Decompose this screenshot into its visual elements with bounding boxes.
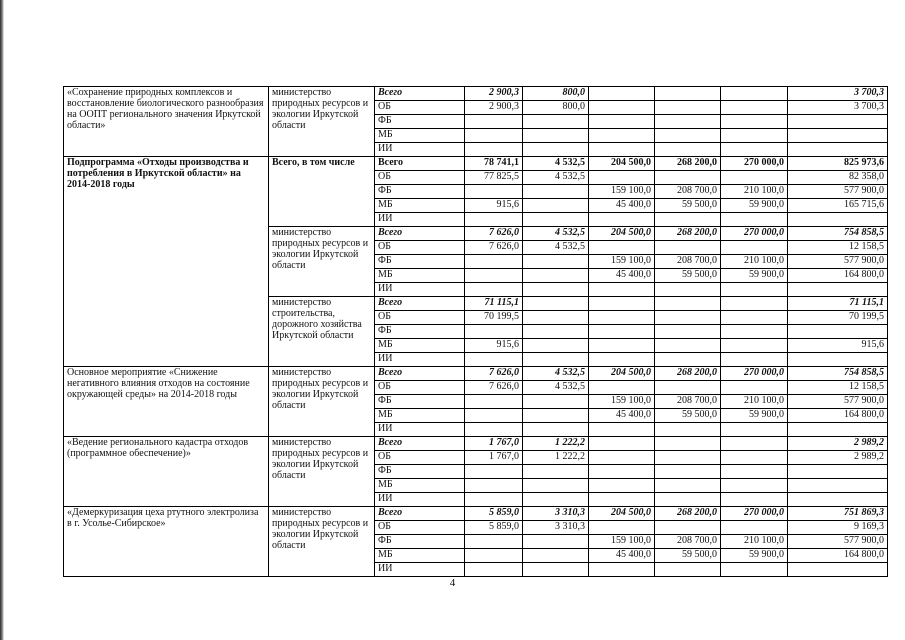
funding-source-cell: МБ xyxy=(375,409,465,423)
executor-cell: министерство строительства, дорожного хозяйства Иркутской области xyxy=(269,297,375,367)
funding-source-cell: ОБ xyxy=(375,521,465,535)
funding-source-cell: Всего xyxy=(375,87,465,101)
executor-cell: министерство природных ресурсов и экологии Иркутской области xyxy=(269,87,375,157)
year-value-cell xyxy=(589,311,655,325)
funding-source-cell: ФБ xyxy=(375,465,465,479)
year-value-cell xyxy=(721,563,788,577)
year-value-cell xyxy=(589,353,655,367)
funding-source-cell: МБ xyxy=(375,549,465,563)
year-value-cell: 7 626,0 xyxy=(465,227,523,241)
year-value-cell: 59 900,0 xyxy=(721,409,788,423)
total-value-cell xyxy=(788,283,888,297)
year-value-cell xyxy=(465,255,523,269)
total-value-cell: 915,6 xyxy=(788,339,888,353)
year-value-cell: 78 741,1 xyxy=(465,157,523,171)
year-value-cell xyxy=(465,325,523,339)
year-value-cell xyxy=(523,563,589,577)
year-value-cell: 59 500,0 xyxy=(655,549,721,563)
year-value-cell xyxy=(721,213,788,227)
year-value-cell: 5 859,0 xyxy=(465,521,523,535)
year-value-cell: 2 900,3 xyxy=(465,87,523,101)
year-value-cell: 210 100,0 xyxy=(721,185,788,199)
funding-source-cell: МБ xyxy=(375,479,465,493)
year-value-cell: 159 100,0 xyxy=(589,185,655,199)
total-value-cell: 577 900,0 xyxy=(788,185,888,199)
year-value-cell xyxy=(465,129,523,143)
total-value-cell xyxy=(788,423,888,437)
year-value-cell xyxy=(589,381,655,395)
year-value-cell xyxy=(465,549,523,563)
funding-source-cell: ОБ xyxy=(375,171,465,185)
year-value-cell xyxy=(523,549,589,563)
total-value-cell: 12 158,5 xyxy=(788,241,888,255)
year-value-cell xyxy=(465,115,523,129)
year-value-cell xyxy=(465,395,523,409)
table-row xyxy=(64,157,888,171)
total-value-cell: 165 715,6 xyxy=(788,199,888,213)
funding-source-cell: Всего xyxy=(375,507,465,521)
year-value-cell: 1 222,2 xyxy=(523,451,589,465)
year-value-cell: 7 626,0 xyxy=(465,241,523,255)
total-value-cell: 70 199,5 xyxy=(788,311,888,325)
year-value-cell: 5 859,0 xyxy=(465,507,523,521)
year-value-cell: 77 825,5 xyxy=(465,171,523,185)
year-value-cell xyxy=(523,115,589,129)
year-value-cell xyxy=(465,493,523,507)
total-value-cell: 82 358,0 xyxy=(788,171,888,185)
executor-cell: министерство природных ресурсов и экологии Иркутской области xyxy=(269,227,375,297)
total-value-cell: 164 800,0 xyxy=(788,549,888,563)
year-value-cell: 59 500,0 xyxy=(655,409,721,423)
year-value-cell: 915,6 xyxy=(465,339,523,353)
table-row xyxy=(64,367,888,381)
year-value-cell: 4 532,5 xyxy=(523,227,589,241)
year-value-cell: 4 532,5 xyxy=(523,157,589,171)
year-value-cell xyxy=(655,101,721,115)
year-value-cell: 204 500,0 xyxy=(589,367,655,381)
total-value-cell xyxy=(788,479,888,493)
year-value-cell: 159 100,0 xyxy=(589,395,655,409)
year-value-cell: 1 767,0 xyxy=(465,437,523,451)
year-value-cell: 3 310,3 xyxy=(523,507,589,521)
year-value-cell xyxy=(465,353,523,367)
year-value-cell xyxy=(655,171,721,185)
table-row xyxy=(64,507,888,521)
year-value-cell xyxy=(589,171,655,185)
year-value-cell xyxy=(589,129,655,143)
funding-source-cell: ИИ xyxy=(375,143,465,157)
total-value-cell xyxy=(788,213,888,227)
total-value-cell: 9 169,3 xyxy=(788,521,888,535)
funding-table-body xyxy=(64,87,888,577)
total-value-cell xyxy=(788,563,888,577)
year-value-cell xyxy=(721,325,788,339)
total-value-cell: 577 900,0 xyxy=(788,535,888,549)
event-name-cell: Подпрограмма «Отходы производства и потребления в Иркутской области» на 2014-2018 годы xyxy=(64,157,269,367)
year-value-cell xyxy=(589,451,655,465)
executor-cell: министерство природных ресурсов и экологии Иркутской области xyxy=(269,437,375,507)
year-value-cell xyxy=(589,521,655,535)
year-value-cell: 159 100,0 xyxy=(589,535,655,549)
year-value-cell xyxy=(523,479,589,493)
year-value-cell xyxy=(465,563,523,577)
year-value-cell xyxy=(465,213,523,227)
total-value-cell: 3 700,3 xyxy=(788,87,888,101)
year-value-cell xyxy=(523,409,589,423)
total-value-cell xyxy=(788,129,888,143)
year-value-cell xyxy=(721,311,788,325)
year-value-cell xyxy=(523,493,589,507)
year-value-cell xyxy=(655,213,721,227)
year-value-cell: 270 000,0 xyxy=(721,367,788,381)
year-value-cell xyxy=(721,143,788,157)
year-value-cell: 1 222,2 xyxy=(523,437,589,451)
year-value-cell: 204 500,0 xyxy=(589,157,655,171)
year-value-cell xyxy=(655,143,721,157)
year-value-cell xyxy=(523,269,589,283)
funding-table xyxy=(63,86,888,577)
year-value-cell: 268 200,0 xyxy=(655,507,721,521)
year-value-cell xyxy=(589,297,655,311)
year-value-cell xyxy=(523,213,589,227)
year-value-cell xyxy=(589,241,655,255)
year-value-cell xyxy=(721,353,788,367)
total-value-cell: 2 989,2 xyxy=(788,437,888,451)
year-value-cell xyxy=(721,493,788,507)
year-value-cell xyxy=(523,199,589,213)
year-value-cell: 800,0 xyxy=(523,87,589,101)
year-value-cell: 270 000,0 xyxy=(721,227,788,241)
year-value-cell xyxy=(721,87,788,101)
total-value-cell: 577 900,0 xyxy=(788,395,888,409)
year-value-cell xyxy=(655,129,721,143)
funding-source-cell: Всего xyxy=(375,297,465,311)
year-value-cell xyxy=(655,493,721,507)
year-value-cell xyxy=(589,493,655,507)
executor-cell: министерство природных ресурсов и экологии Иркутской области xyxy=(269,507,375,577)
year-value-cell xyxy=(655,241,721,255)
year-value-cell: 159 100,0 xyxy=(589,255,655,269)
year-value-cell xyxy=(523,395,589,409)
year-value-cell xyxy=(589,423,655,437)
year-value-cell: 7 626,0 xyxy=(465,367,523,381)
total-value-cell: 12 158,5 xyxy=(788,381,888,395)
year-value-cell xyxy=(655,87,721,101)
year-value-cell xyxy=(465,185,523,199)
funding-source-cell: ИИ xyxy=(375,353,465,367)
year-value-cell xyxy=(655,115,721,129)
year-value-cell xyxy=(721,423,788,437)
year-value-cell: 4 532,5 xyxy=(523,241,589,255)
year-value-cell xyxy=(465,465,523,479)
funding-source-cell: ОБ xyxy=(375,101,465,115)
year-value-cell: 204 500,0 xyxy=(589,227,655,241)
year-value-cell xyxy=(523,255,589,269)
funding-source-cell: ФБ xyxy=(375,325,465,339)
funding-source-cell: ФБ xyxy=(375,395,465,409)
funding-source-cell: МБ xyxy=(375,129,465,143)
year-value-cell xyxy=(465,143,523,157)
year-value-cell xyxy=(589,563,655,577)
total-value-cell: 825 973,6 xyxy=(788,157,888,171)
year-value-cell: 208 700,0 xyxy=(655,255,721,269)
year-value-cell xyxy=(465,423,523,437)
year-value-cell xyxy=(523,143,589,157)
year-value-cell xyxy=(721,339,788,353)
year-value-cell: 59 900,0 xyxy=(721,549,788,563)
year-value-cell: 270 000,0 xyxy=(721,157,788,171)
year-value-cell: 59 500,0 xyxy=(655,269,721,283)
total-value-cell: 71 115,1 xyxy=(788,297,888,311)
funding-source-cell: Всего xyxy=(375,227,465,241)
funding-source-cell: ФБ xyxy=(375,185,465,199)
year-value-cell: 59 500,0 xyxy=(655,199,721,213)
funding-source-cell: ОБ xyxy=(375,311,465,325)
year-value-cell xyxy=(655,283,721,297)
total-value-cell: 164 800,0 xyxy=(788,409,888,423)
year-value-cell xyxy=(523,283,589,297)
total-value-cell: 754 858,5 xyxy=(788,367,888,381)
year-value-cell xyxy=(721,451,788,465)
year-value-cell xyxy=(589,87,655,101)
total-value-cell xyxy=(788,465,888,479)
year-value-cell: 4 532,5 xyxy=(523,367,589,381)
year-value-cell xyxy=(465,269,523,283)
year-value-cell xyxy=(721,283,788,297)
year-value-cell xyxy=(721,171,788,185)
year-value-cell xyxy=(721,437,788,451)
event-name-cell: «Сохранение природных комплексов и восстановление биологического разнообразия на ООПТ регионального значения Иркутской области» xyxy=(64,87,269,157)
total-value-cell xyxy=(788,353,888,367)
funding-source-cell: Всего xyxy=(375,157,465,171)
year-value-cell: 45 400,0 xyxy=(589,409,655,423)
year-value-cell xyxy=(721,241,788,255)
year-value-cell: 268 200,0 xyxy=(655,367,721,381)
total-value-cell: 751 869,3 xyxy=(788,507,888,521)
year-value-cell xyxy=(589,479,655,493)
year-value-cell: 45 400,0 xyxy=(589,269,655,283)
year-value-cell xyxy=(523,185,589,199)
year-value-cell: 4 532,5 xyxy=(523,171,589,185)
funding-source-cell: ОБ xyxy=(375,241,465,255)
funding-source-cell: ИИ xyxy=(375,423,465,437)
year-value-cell xyxy=(589,465,655,479)
total-value-cell: 577 900,0 xyxy=(788,255,888,269)
year-value-cell xyxy=(465,535,523,549)
year-value-cell xyxy=(721,521,788,535)
year-value-cell xyxy=(589,115,655,129)
year-value-cell xyxy=(721,465,788,479)
funding-source-cell: ОБ xyxy=(375,451,465,465)
year-value-cell xyxy=(655,311,721,325)
year-value-cell xyxy=(589,143,655,157)
executor-cell: Всего, в том числе xyxy=(269,157,375,227)
year-value-cell xyxy=(523,129,589,143)
year-value-cell: 45 400,0 xyxy=(589,199,655,213)
total-value-cell xyxy=(788,325,888,339)
year-value-cell: 59 900,0 xyxy=(721,269,788,283)
year-value-cell: 915,6 xyxy=(465,199,523,213)
year-value-cell xyxy=(523,311,589,325)
event-name-cell: «Демеркуризация цеха ртутного электролиза в г. Усолье-Сибирское» xyxy=(64,507,269,577)
year-value-cell: 4 532,5 xyxy=(523,381,589,395)
funding-source-cell: ФБ xyxy=(375,535,465,549)
year-value-cell xyxy=(589,325,655,339)
year-value-cell xyxy=(523,465,589,479)
year-value-cell xyxy=(721,479,788,493)
year-value-cell xyxy=(523,325,589,339)
year-value-cell: 59 900,0 xyxy=(721,199,788,213)
year-value-cell xyxy=(655,563,721,577)
year-value-cell xyxy=(465,283,523,297)
year-value-cell xyxy=(655,353,721,367)
total-value-cell xyxy=(788,115,888,129)
year-value-cell xyxy=(589,283,655,297)
funding-source-cell: Всего xyxy=(375,367,465,381)
year-value-cell xyxy=(655,465,721,479)
table-row xyxy=(64,437,888,451)
year-value-cell xyxy=(655,437,721,451)
year-value-cell xyxy=(721,101,788,115)
year-value-cell: 268 200,0 xyxy=(655,227,721,241)
year-value-cell xyxy=(655,479,721,493)
year-value-cell xyxy=(523,297,589,311)
table-row xyxy=(64,87,888,101)
total-value-cell: 2 989,2 xyxy=(788,451,888,465)
year-value-cell xyxy=(655,521,721,535)
year-value-cell xyxy=(523,423,589,437)
scan-edge-shadow xyxy=(0,0,4,640)
year-value-cell xyxy=(589,437,655,451)
year-value-cell: 210 100,0 xyxy=(721,535,788,549)
funding-source-cell: МБ xyxy=(375,269,465,283)
year-value-cell xyxy=(721,297,788,311)
year-value-cell xyxy=(721,115,788,129)
funding-source-cell: ИИ xyxy=(375,493,465,507)
year-value-cell xyxy=(589,213,655,227)
total-value-cell xyxy=(788,143,888,157)
year-value-cell: 7 626,0 xyxy=(465,381,523,395)
year-value-cell: 70 199,5 xyxy=(465,311,523,325)
event-name-cell: Основное мероприятие «Снижение негативного влияния отходов на состояние окружающей среды» на 2014-2018 годы xyxy=(64,367,269,437)
year-value-cell: 3 310,3 xyxy=(523,521,589,535)
year-value-cell xyxy=(655,339,721,353)
year-value-cell: 71 115,1 xyxy=(465,297,523,311)
funding-source-cell: ИИ xyxy=(375,563,465,577)
funding-source-cell: МБ xyxy=(375,199,465,213)
funding-source-cell: ФБ xyxy=(375,255,465,269)
total-value-cell: 754 858,5 xyxy=(788,227,888,241)
total-value-cell xyxy=(788,493,888,507)
year-value-cell: 1 767,0 xyxy=(465,451,523,465)
funding-source-cell: ИИ xyxy=(375,283,465,297)
funding-source-cell: МБ xyxy=(375,339,465,353)
year-value-cell: 270 000,0 xyxy=(721,507,788,521)
year-value-cell xyxy=(465,479,523,493)
year-value-cell xyxy=(655,423,721,437)
year-value-cell xyxy=(589,339,655,353)
funding-source-cell: Всего xyxy=(375,437,465,451)
funding-source-cell: ОБ xyxy=(375,381,465,395)
year-value-cell: 210 100,0 xyxy=(721,395,788,409)
page-number: 4 xyxy=(449,577,456,589)
total-value-cell: 164 800,0 xyxy=(788,269,888,283)
year-value-cell: 2 900,3 xyxy=(465,101,523,115)
year-value-cell xyxy=(523,339,589,353)
year-value-cell xyxy=(655,451,721,465)
total-value-cell: 3 700,3 xyxy=(788,101,888,115)
year-value-cell: 208 700,0 xyxy=(655,535,721,549)
year-value-cell xyxy=(721,129,788,143)
year-value-cell xyxy=(589,101,655,115)
funding-source-cell: ФБ xyxy=(375,115,465,129)
year-value-cell xyxy=(655,381,721,395)
year-value-cell xyxy=(465,409,523,423)
year-value-cell xyxy=(523,353,589,367)
executor-cell: министерство природных ресурсов и экологии Иркутской области xyxy=(269,367,375,437)
year-value-cell: 210 100,0 xyxy=(721,255,788,269)
year-value-cell: 800,0 xyxy=(523,101,589,115)
event-name-cell: «Ведение регионального кадастра отходов (программное обеспечение)» xyxy=(64,437,269,507)
year-value-cell xyxy=(655,297,721,311)
year-value-cell xyxy=(721,381,788,395)
year-value-cell: 208 700,0 xyxy=(655,395,721,409)
year-value-cell xyxy=(523,535,589,549)
year-value-cell xyxy=(655,325,721,339)
year-value-cell: 208 700,0 xyxy=(655,185,721,199)
year-value-cell: 204 500,0 xyxy=(589,507,655,521)
year-value-cell: 268 200,0 xyxy=(655,157,721,171)
year-value-cell: 45 400,0 xyxy=(589,549,655,563)
funding-source-cell: ИИ xyxy=(375,213,465,227)
